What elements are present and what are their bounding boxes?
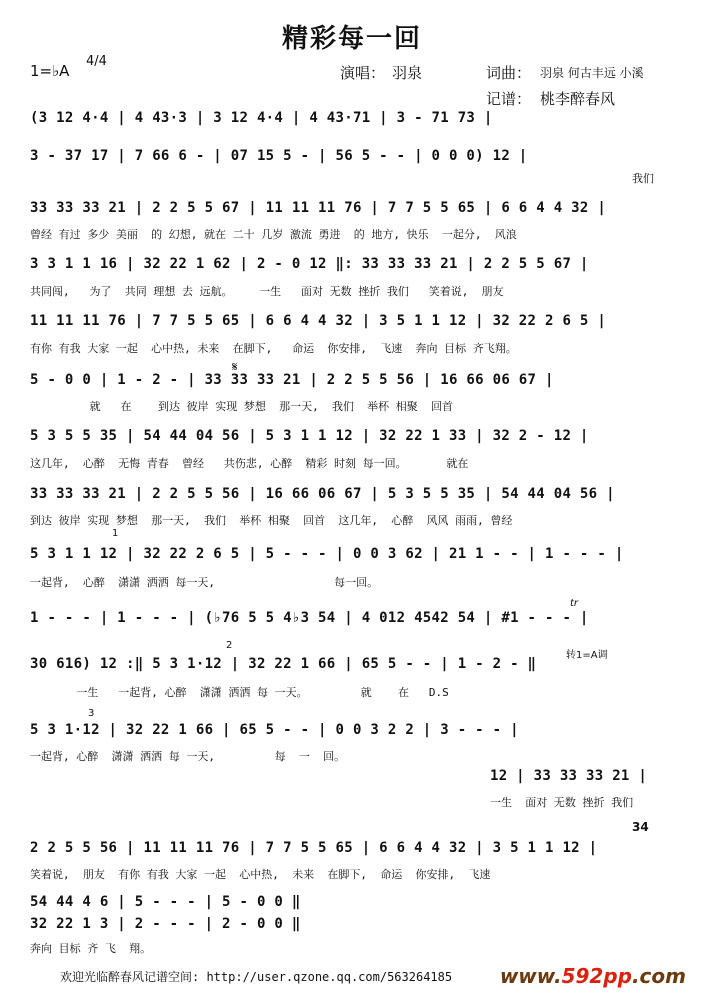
score-row-7-notes: 5 3 5 5 35 | 54 44 04 56 | 5 3 1 1 12 | 32 22 1 33 | 32 2 - 12 | bbox=[30, 428, 589, 444]
score-row-8-lyrics: 到达 彼岸 实现 梦想 那一天, 我们 举杯 相聚 回首 这几年, 心醉 风风 雨雨, 曾经 bbox=[30, 514, 513, 527]
singer: 羽泉 bbox=[392, 64, 423, 82]
score-row-3-lyrics: 曾经 有过 多少 美丽 的 幻想, 就在 二十 几岁 激流 勇进 的 地方, 快乐 一起分, 风浪 bbox=[30, 228, 517, 241]
site-watermark bbox=[500, 964, 686, 988]
segno-mark: 𝄋 bbox=[232, 360, 238, 375]
score-row-3-notes: 33 33 33 21 | 2 2 5 5 67 | 11 11 11 76 | 7 7 5 5 65 | 6 6 4 4 32 | bbox=[30, 200, 607, 216]
score-row-9-lyrics: 一起背, 心醉 潇潇 洒洒 每一天, 每一回。 bbox=[30, 576, 379, 589]
transcriber-label: 记谱： bbox=[486, 90, 532, 108]
lyricist-label: 词曲： bbox=[486, 64, 532, 82]
score-row-8-notes: 33 33 33 21 | 2 2 5 5 56 | 16 66 06 67 | 5 3 5 5 35 | 54 44 04 56 | bbox=[30, 486, 615, 502]
score-row-1-notes: (3 12 4·4 | 4 43·3 | 3 12 4·4 | 4 43·71 | 3 - 71 73 | bbox=[30, 110, 493, 126]
score-row-4-notes: 3 3 1 1 16 | 32 22 1 62 | 2 - 0 12 ‖: 33 33 33 21 | 2 2 5 5 67 | bbox=[30, 256, 589, 272]
score-row-15-notes: 54 44 4 6 | 5 - - - | 5 - 0 0 ‖ bbox=[30, 894, 301, 910]
score-row-7-lyrics: 这几年, 心醉 无悔 青春 曾经 共伤悲, 心醉 精彩 时刻 每一回。 就在 bbox=[30, 457, 469, 470]
score-row-12-notes: 5 3 1·12 | 32 22 1 66 | 65 5 - - | 0 0 3 2 2 | 3 - - - | bbox=[30, 722, 519, 738]
score-row-11-lyrics: 一生 一起背, 心醉 潇潇 洒洒 每 一天。 就 在 D.S bbox=[30, 686, 449, 699]
score-row-10-notes: 1 - - - | 1 - - - | (♭76 5 5 4♭3 54 | 4 012 4542 54 | #1 - - - | bbox=[30, 610, 589, 626]
score-row-14-lyrics: 笑着说, 朋友 有你 有我 大家 一起 心中热, 未来 在脚下, 命运 你安排, 飞速 bbox=[30, 868, 491, 881]
site-prefix: www. bbox=[499, 964, 562, 988]
score-row-11-notes: 30 616) 12 :‖ 5 3 1·12 | 32 22 1 66 | 65 5 - - | 1 - 2 - ‖ bbox=[30, 656, 537, 672]
score-row-6-lyrics: 就 在 到达 彼岸 实现 梦想 那一天, 我们 举杯 相聚 回首 bbox=[30, 400, 454, 413]
footer-text: 欢迎光临醉春风记谱空间: http://user.qzone.qq.com/563264185 bbox=[60, 970, 453, 984]
score-row-13-lyrics: 一生 面对 无数 挫折 我们 bbox=[490, 796, 634, 809]
score-row-9-notes: 5 3 1 1 12 | 32 22 2 6 5 | 5 - - - | 0 0 3 62 | 21 1 - - | 1 - - - | bbox=[30, 546, 624, 562]
score-row-16-notes: 32 22 1 3 | 2 - - - | 2 - 0 0 ‖ bbox=[30, 916, 301, 932]
score-row-2-lyrics: 我们 bbox=[632, 172, 654, 185]
lyricist: 羽泉 何古丰远 小溪 bbox=[540, 66, 644, 80]
score-row-14-notes: 2 2 5 5 56 | 11 11 11 76 | 7 7 5 5 65 | 6 6 4 4 32 | 3 5 1 1 12 | bbox=[30, 840, 598, 856]
score-row-6-notes: 5 - 0 0 | 1 - 2 - | 33 33 33 21 | 2 2 5 5 56 | 16 66 06 67 | bbox=[30, 372, 554, 388]
trill-mark: tr bbox=[570, 598, 579, 609]
modulation-mark: 转1=A调 bbox=[566, 650, 608, 661]
score-row-5-notes: 11 11 11 76 | 7 7 5 5 65 | 6 6 4 4 32 | 3 5 1 1 12 | 32 22 2 6 5 | bbox=[30, 313, 607, 329]
key-signature: 1=♭A bbox=[30, 62, 70, 80]
score-row-13-notes: 12 | 33 33 33 21 | bbox=[490, 768, 648, 784]
site-main: 592pp bbox=[561, 964, 632, 988]
ending-one-mark: 1 bbox=[112, 528, 119, 539]
score-row-12-lyrics: 一起背, 心醉 潇潇 洒洒 每 一天, 每 一 回。 bbox=[30, 750, 346, 763]
song-title: 精彩每一回 bbox=[281, 24, 422, 54]
ending-34-mark: 34 bbox=[632, 820, 649, 834]
score-row-2-notes: 3 - 37 17 | 7 66 6 - | 07 15 5 - | 56 5 - - | 0 0 0) 12 | bbox=[30, 148, 528, 164]
ending-two-mark: 2 bbox=[226, 640, 233, 651]
score-row-4-lyrics: 共同闯, 为了 共同 理想 去 远航。 一生 面对 无数 挫折 我们 笑着说, 朋友 bbox=[30, 285, 504, 298]
time-signature: 4/4 bbox=[86, 54, 107, 69]
score-row-16-lyrics: 奔向 目标 齐 飞 翔。 bbox=[30, 942, 152, 955]
site-suffix: .com bbox=[631, 964, 686, 988]
singer-label: 演唱： bbox=[340, 64, 386, 82]
transcriber: 桃李醉春风 bbox=[540, 90, 616, 108]
score-row-5-lyrics: 有你 有我 大家 一起 心中热, 未来 在脚下, 命运 你安排, 飞速 奔向 目标 齐飞翔。 bbox=[30, 342, 517, 355]
ending-three-mark: 3 bbox=[88, 708, 95, 719]
